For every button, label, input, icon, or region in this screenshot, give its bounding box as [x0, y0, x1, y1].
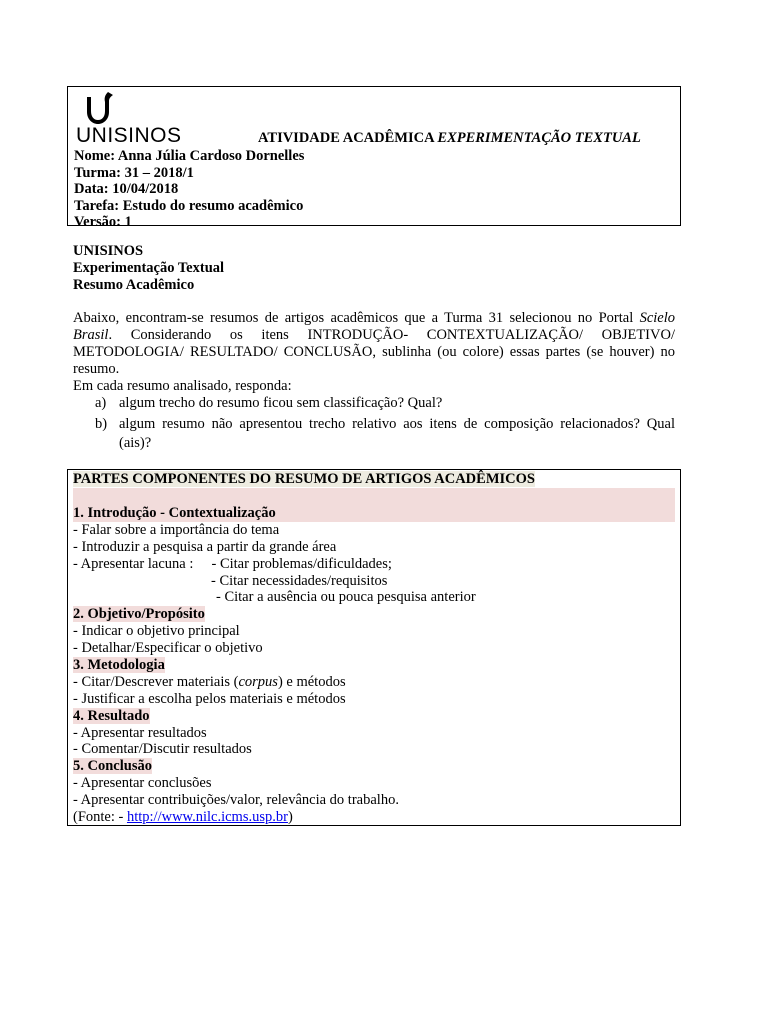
- list-item: - Introduzir a pesquisa a partir da grande área: [73, 538, 337, 555]
- list-item: - Apresentar conclusões: [73, 775, 212, 792]
- list-item: - Apresentar lacuna : - Citar problemas/dificuldades;: [73, 555, 392, 572]
- list-item: - Citar a ausência ou pouca pesquisa anterior: [216, 589, 476, 606]
- list-item: - Comentar/Discutir resultados: [73, 741, 252, 758]
- section-1-highlight: [73, 488, 675, 522]
- list-item: - Citar/Descrever materiais (corpus) e métodos: [73, 673, 346, 690]
- date-field: Data: 10/04/2018: [74, 181, 179, 197]
- task-field: Tarefa: Estudo do resumo acadêmico: [74, 197, 304, 214]
- intro-paragraph: Abaixo, encontram-se resumos de artigos acadêmicos que a Turma 31 selecionou no Portal Scielo Brasil. Considerando os itens INTRODUÇÃO- CONTEXTUALIZAÇÃO/ OBJETIVO/ METODOLOGIA/ RESULTADO/ CONCLUSÃO, sublinha (ou colore) essas partes (se houver) no resumo.: [73, 310, 675, 377]
- parts-box: [67, 469, 681, 826]
- list-item: - Falar sobre a importância do tema: [73, 521, 280, 538]
- parts-title: PARTES COMPONENTES DO RESUMO DE ARTIGOS ACADÊMICOS: [73, 471, 535, 487]
- list-item: b) algum resumo não apresentou trecho relativo aos itens de composição relacionados? Qual (ais)?: [95, 416, 675, 451]
- section-1-title: 1. Introdução - Contextualização: [73, 504, 276, 521]
- list-item: - Citar necessidades/requisitos: [211, 572, 388, 589]
- list-item: - Apresentar resultados: [73, 724, 207, 741]
- list-item: - Detalhar/Especificar o objetivo: [73, 640, 263, 657]
- class-field: Turma: 31 – 2018/1: [74, 164, 194, 181]
- section-3-title: 3. Metodologia: [73, 657, 165, 674]
- name-field: Nome: Anna Júlia Cardoso Dornelles: [74, 148, 305, 164]
- header-box: [67, 86, 681, 230]
- version-field: Versão: 1: [74, 214, 132, 230]
- list-item: - Apresentar contribuições/valor, relevância do trabalho.: [73, 792, 399, 809]
- logo-text: UNISINOS: [76, 124, 182, 147]
- section-4-title: 4. Resultado: [73, 707, 150, 724]
- source-link[interactable]: http://www.nilc.icms.usp.br: [126, 809, 288, 826]
- question-list: [73, 395, 675, 453]
- list-item: - Indicar o objetivo principal: [73, 623, 240, 640]
- section-2-title: 2. Objetivo/Propósito: [73, 606, 205, 623]
- unisinos-logo-icon: [76, 89, 116, 125]
- source-line: (Fonte: - http://www.nilc.icms.usp.br): [73, 809, 293, 826]
- section-5-title: 5. Conclusão: [73, 758, 152, 775]
- question-intro: Em cada resumo analisado, responda:: [73, 378, 292, 394]
- intro-heading: UNISINOS Experimentação Textual Resumo Acadêmico: [73, 243, 225, 293]
- activity-title: ATIVIDADE ACADÊMICA EXPERIMENTAÇÃO TEXTUAL: [258, 130, 641, 146]
- list-item: a) algum trecho do resumo ficou sem classificação? Qual?: [95, 395, 443, 411]
- header-fields: [74, 148, 304, 231]
- list-item: - Justificar a escolha pelos materiais e métodos: [73, 690, 346, 707]
